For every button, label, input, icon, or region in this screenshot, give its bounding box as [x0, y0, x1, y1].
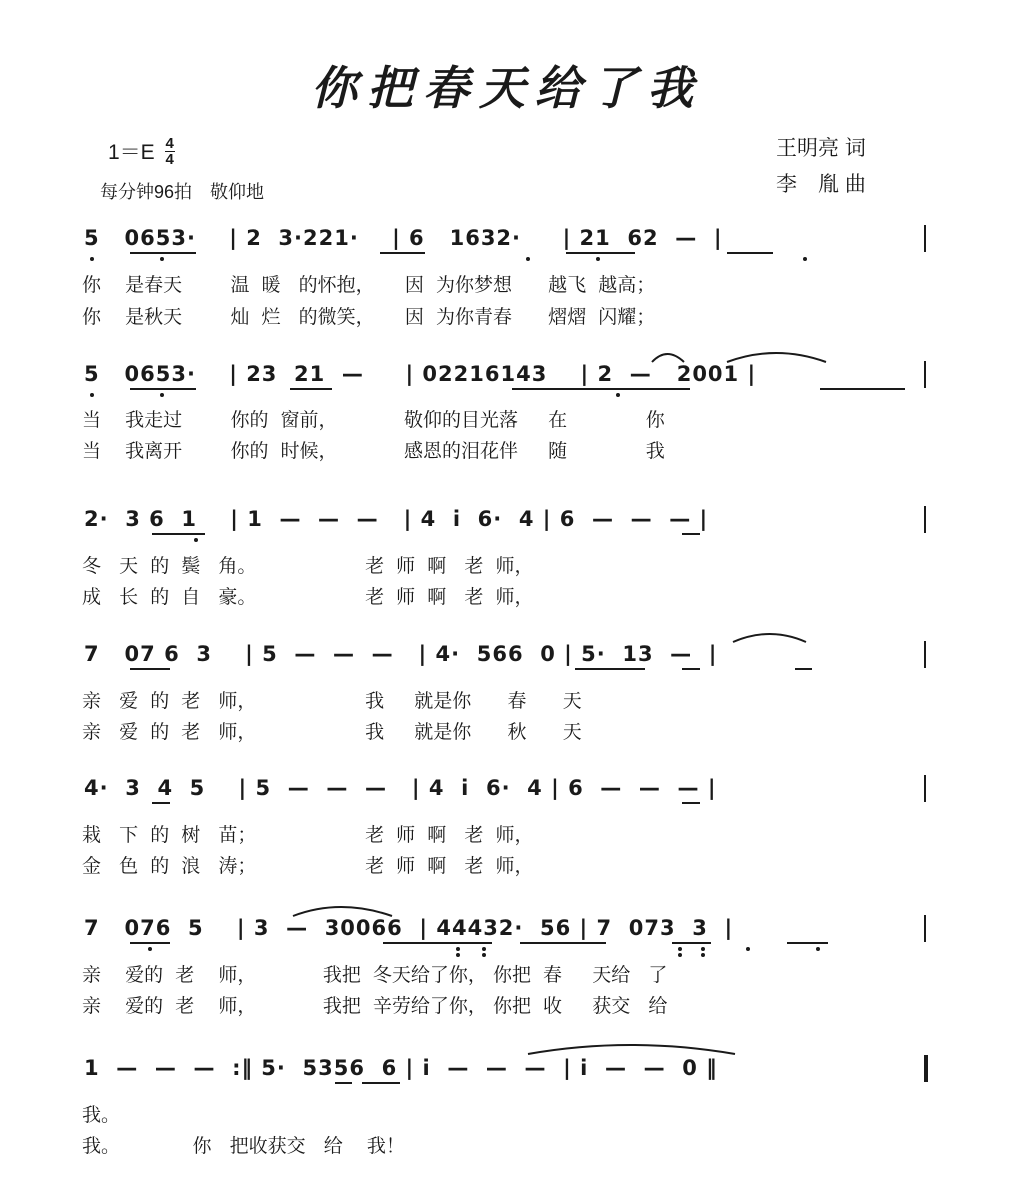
lyric-line-5-verse-1: 栽 下 的 树 苗； 老 师 啊 老 师，	[82, 824, 534, 846]
lyric-line-5-verse-2: 金 色 的 浪 涛； 老 师 啊 老 师，	[82, 855, 534, 877]
octave-dot	[746, 947, 750, 951]
octave-dot	[803, 257, 807, 261]
lyric-line-1-verse-2: 你 是秋天 灿 烂 的微笑， 因 为你青春 熠熠 闪耀；	[82, 306, 656, 328]
octave-dot	[482, 947, 486, 951]
octave-dot	[482, 953, 486, 957]
lyric-line-2-verse-1: 当 我走过 你的 窗前， 敬仰的目光落 在 你	[82, 409, 665, 431]
song-title: 你把春天给了我	[311, 61, 703, 115]
lyric-line-1-verse-1: 你 是春天 温 暖 的怀抱， 因 为你梦想 越飞 越高；	[82, 274, 656, 296]
octave-dot	[816, 947, 820, 951]
notes-line-7: 1 — — — :‖ 5· 5356 6 | i — — — | i — — 0 ‖	[84, 1056, 718, 1080]
octave-dot	[160, 257, 164, 261]
octave-dot	[148, 947, 152, 951]
octave-dot	[616, 393, 620, 397]
lyric-line-4-verse-1: 亲 爱 的 老 师， 我 就是你 春 天	[82, 690, 582, 712]
tie-arc	[528, 1045, 735, 1054]
octave-dot	[678, 947, 682, 951]
lyric-line-3-verse-2: 成 长 的 自 豪。 老 师 啊 老 师，	[82, 586, 534, 608]
octave-dot	[456, 953, 460, 957]
time-signature-top: 4	[165, 134, 174, 152]
octave-dot	[90, 257, 94, 261]
lyric-line-7-verse-1: 我。	[82, 1104, 121, 1126]
notes-line-6: 7 076 5 | 3 — 30066 | 44432· 56 | 7 073 3 |	[84, 916, 734, 940]
lyric-line-2-verse-2: 当 我离开 你的 时候， 感恩的泪花伴 随 我	[82, 440, 665, 462]
lyric-line-4-verse-2: 亲 爱 的 老 师， 我 就是你 秋 天	[82, 721, 582, 743]
lyric-line-3-verse-1: 冬 天 的 鬓 角。 老 师 啊 老 师，	[82, 555, 534, 577]
octave-dot	[701, 947, 705, 951]
composer-credit: 李 胤 曲	[776, 173, 866, 196]
lyric-line-7-verse-2: 我。 你 把收获交 给 我！	[82, 1135, 405, 1157]
notes-line-1: 5 0653· | 2 3·221· | 6 1632· | 21 62 — |	[84, 226, 723, 250]
notes-line-2: 5 0653· | 23 21 — | 02216143 | 2 — 2001 |	[84, 362, 757, 386]
notes-line-4: 7 07 6 3 | 5 — — — | 4· 566 0 | 5· 13 — |	[84, 642, 718, 666]
tempo-marking: 每分钟96拍 敬仰地	[100, 182, 265, 202]
octave-dot	[194, 538, 198, 542]
notes-line-3: 2· 3 6 1 | 1 — — — | 4 i 6· 4 | 6 — — — |	[84, 507, 709, 531]
octave-dot	[701, 953, 705, 957]
octave-dot	[160, 393, 164, 397]
tie-arc	[733, 634, 806, 642]
time-signature-bottom: 4	[165, 150, 174, 168]
tie-arc	[652, 354, 684, 362]
lyric-line-6-verse-1: 亲 爱的 老 师， 我把 冬天给了你， 你把 春 天给 了	[82, 964, 668, 986]
lyric-line-6-verse-2: 亲 爱的 老 师， 我把 辛劳给了你， 你把 收 获交 给	[82, 995, 668, 1017]
octave-dot	[456, 947, 460, 951]
tie-arc	[727, 353, 826, 362]
octave-dot	[90, 393, 94, 397]
octave-dot	[596, 257, 600, 261]
octave-dot	[526, 257, 530, 261]
lyricist-credit: 王明亮 词	[776, 137, 866, 160]
notes-line-5: 4· 3 4 5 | 5 — — — | 4 i 6· 4 | 6 — — — |	[84, 776, 717, 800]
tie-arc	[293, 907, 392, 916]
octave-dot	[678, 953, 682, 957]
key-label: 1＝E	[108, 141, 155, 164]
